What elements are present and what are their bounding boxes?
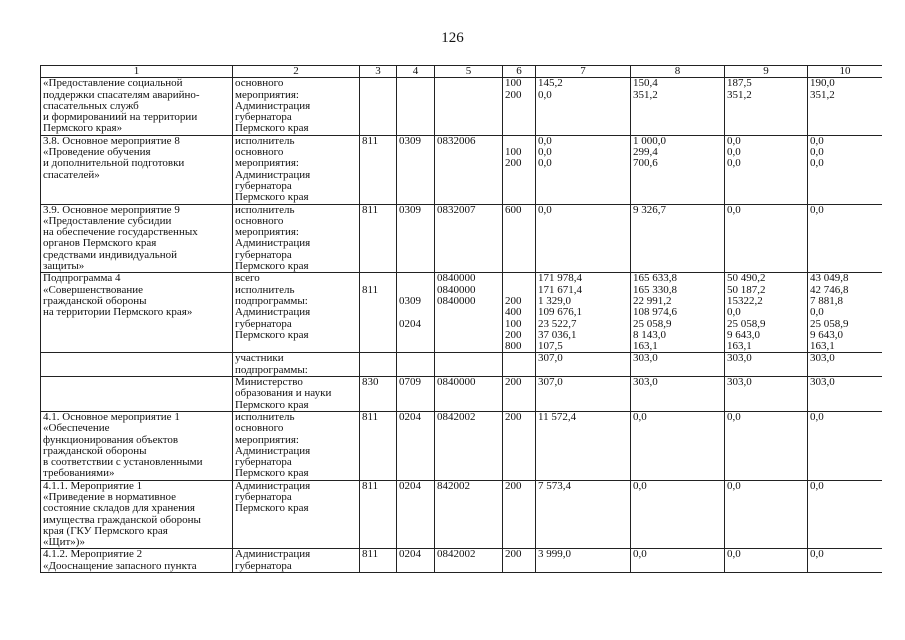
table-cell-2: исполнитель основного мероприятия: Администрация губернатора Пермского края [233,411,360,480]
table-cell-7: 0,0 [536,204,631,273]
table-cell-7: 307,0 [536,353,631,377]
table-cell-10: 0,0 [808,480,883,549]
table-cell-10: 0,0 [808,411,883,480]
table-cell-4: 0309 [397,204,435,273]
table-cell-1: 4.1. Основное мероприятие 1 «Обеспечение функционирования объектов гражданской обороны в соответствии с установленными требованиями» [41,411,233,480]
table-cell-9: 303,0 [725,377,808,412]
table-cell-7: 0,0 0,0 0,0 [536,135,631,204]
table-row [41,78,883,135]
table-cell-3: 830 [360,377,397,412]
table-row [41,480,883,549]
table-cell-3 [360,78,397,135]
table-row [41,549,883,573]
column-header: 6 [503,66,536,78]
table-cell-1: 4.1.2. Мероприятие 2 «Дооснащение запасного пункта [41,549,233,573]
table-cell-1: Подпрограмма 4 «Совершенствование гражданской обороны на территории Пермского края» [41,273,233,353]
table-cell-5: 0840000 [435,377,503,412]
table-cell-6: 100 200 [503,78,536,135]
budget-table-container [40,65,882,640]
table-cell-5 [435,353,503,377]
column-header: 8 [631,66,725,78]
column-header: 2 [233,66,360,78]
table-cell-7: 7 573,4 [536,480,631,549]
table-cell-2: исполнитель основного мероприятия: Администрация губернатора Пермского края [233,204,360,273]
table-cell-2: всего исполнитель подпрограммы: Администрация губернатора Пермского края [233,273,360,353]
table-body [41,66,883,573]
table-cell-9: 50 490,2 50 187,2 15322,2 0,0 25 058,9 9 643,0 163,1 [725,273,808,353]
table-cell-4: 0709 [397,377,435,412]
table-cell-4: 0204 [397,549,435,573]
table-cell-9: 303,0 [725,353,808,377]
table-cell-8: 9 326,7 [631,204,725,273]
table-cell-5 [435,78,503,135]
table-cell-8: 0,0 [631,411,725,480]
table-cell-6: 200 [503,411,536,480]
table-cell-9: 0,0 [725,549,808,573]
table-cell-6 [503,353,536,377]
table-row [41,353,883,377]
column-header: 9 [725,66,808,78]
header-row [41,66,883,78]
column-header: 3 [360,66,397,78]
table-cell-7: 307,0 [536,377,631,412]
column-header: 7 [536,66,631,78]
table-cell-3: 811 [360,480,397,549]
table-cell-6: 600 [503,204,536,273]
table-cell-5: 0842002 [435,411,503,480]
table-cell-10: 190,0 351,2 [808,78,883,135]
table-cell-1: «Предоставление социальной поддержки спасателям аварийно- спасательных служб и формированиий на территории Пермского края» [41,78,233,135]
table-cell-2: основного мероприятия: Администрация губернатора Пермского края [233,78,360,135]
table-cell-2: Администрация губернатора Пермского края [233,480,360,549]
table-cell-7: 171 978,4 171 671,4 1 329,0 109 676,1 23 522,7 37 036,1 107,5 [536,273,631,353]
table-cell-5: 0842002 [435,549,503,573]
table-row [41,411,883,480]
table-cell-3 [360,353,397,377]
table-cell-9: 0,0 [725,480,808,549]
table-cell-3: 811 [360,204,397,273]
table-cell-7: 3 999,0 [536,549,631,573]
table-cell-8: 303,0 [631,377,725,412]
table-cell-8: 165 633,8 165 330,8 22 991,2 108 974,6 25 058,9 8 143,0 163,1 [631,273,725,353]
table-cell-3: 811 [360,135,397,204]
table-row [41,204,883,273]
table-cell-8: 0,0 [631,480,725,549]
table-row [41,377,883,412]
table-cell-3: 811 [360,549,397,573]
table-cell-8: 1 000,0 299,4 700,6 [631,135,725,204]
table-cell-1 [41,353,233,377]
table-cell-10: 0,0 [808,549,883,573]
table-row [41,273,883,353]
table-cell-4: 0309 [397,135,435,204]
budget-table [40,65,882,573]
table-cell-8: 150,4 351,2 [631,78,725,135]
table-cell-4 [397,78,435,135]
table-cell-9: 0,0 [725,204,808,273]
table-cell-1: 3.9. Основное мероприятие 9 «Предоставление субсидии на обеспечение государственных органов Пермского края средствами индивидуальной защиты» [41,204,233,273]
table-cell-6: 200 [503,549,536,573]
table-cell-5: 0832006 [435,135,503,204]
table-cell-2: Администрация губернатора [233,549,360,573]
table-cell-10: 303,0 [808,377,883,412]
column-header: 1 [41,66,233,78]
column-header: 4 [397,66,435,78]
table-cell-4: 0309 0204 [397,273,435,353]
table-cell-6: 200 400 100 200 800 [503,273,536,353]
table-cell-9: 0,0 0,0 0,0 [725,135,808,204]
table-cell-10: 0,0 0,0 0,0 [808,135,883,204]
table-cell-10: 303,0 [808,353,883,377]
column-header: 5 [435,66,503,78]
table-cell-3: 811 [360,411,397,480]
table-cell-8: 303,0 [631,353,725,377]
page-number: 126 [441,30,464,46]
table-cell-5: 0840000 0840000 0840000 [435,273,503,353]
table-cell-1 [41,377,233,412]
table-cell-9: 0,0 [725,411,808,480]
table-cell-3: 811 [360,273,397,353]
column-header: 10 [808,66,883,78]
table-cell-4 [397,353,435,377]
table-cell-2: участники подпрограммы: [233,353,360,377]
table-cell-10: 0,0 [808,204,883,273]
table-cell-5: 0832007 [435,204,503,273]
table-cell-1: 3.8. Основное мероприятие 8 «Проведение обучения и дополнительной подготовки спасателей» [41,135,233,204]
table-cell-2: Министерство образования и науки Пермского края [233,377,360,412]
table-row [41,135,883,204]
table-cell-9: 187,5 351,2 [725,78,808,135]
table-cell-6: 100 200 [503,135,536,204]
table-cell-6: 200 [503,377,536,412]
table-cell-4: 0204 [397,411,435,480]
table-cell-5: 842002 [435,480,503,549]
table-cell-7: 145,2 0,0 [536,78,631,135]
table-cell-8: 0,0 [631,549,725,573]
table-cell-4: 0204 [397,480,435,549]
table-cell-2: исполнитель основного мероприятия: Администрация губернатора Пермского края [233,135,360,204]
table-cell-1: 4.1.1. Мероприятие 1 «Приведение в нормативное состояние складов для хранения имущества гражданской обороны края (ГКУ Пермского края «Щит»)» [41,480,233,549]
table-cell-7: 11 572,4 [536,411,631,480]
table-cell-6: 200 [503,480,536,549]
table-cell-10: 43 049,8 42 746,8 7 881,8 0,0 25 058,9 9 643,0 163,1 [808,273,883,353]
